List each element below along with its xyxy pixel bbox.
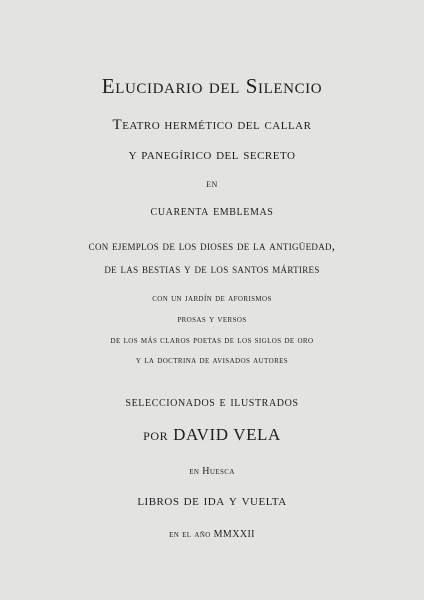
subtitle-line-2: y panegírico del secreto bbox=[128, 147, 296, 163]
seleccionados-line: seleccionados e ilustrados bbox=[125, 395, 299, 410]
emblemas-line: cuarenta emblemas bbox=[150, 204, 274, 219]
jardin-line-4: y la doctrina de avisados autores bbox=[135, 355, 289, 366]
book-title: Elucidario del Silencio bbox=[101, 74, 323, 98]
author-name: DAVID VELA bbox=[173, 425, 281, 444]
subtitle-line-1: Teatro hermético del callar bbox=[112, 117, 312, 133]
ejemplos-line-1: con ejemplos de los dioses de la antigüedad, bbox=[88, 238, 336, 253]
publisher-line: libros de ida y vuelta bbox=[137, 493, 287, 509]
jardin-line-3: de los más claros poetas de los siglos de oro bbox=[110, 335, 314, 346]
jardin-line-1: con un jardín de aforismos bbox=[152, 293, 272, 304]
jardin-line-2: prosas y versos bbox=[177, 314, 247, 325]
ejemplos-line-2: de las bestias y de los santos mártires bbox=[104, 261, 320, 276]
place-line: en Huesca bbox=[189, 466, 235, 477]
connector-en: en bbox=[206, 178, 218, 190]
author-por: por bbox=[143, 425, 169, 444]
year-line: en el año MMXXII bbox=[169, 529, 255, 540]
author-line bbox=[0, 426, 424, 443]
